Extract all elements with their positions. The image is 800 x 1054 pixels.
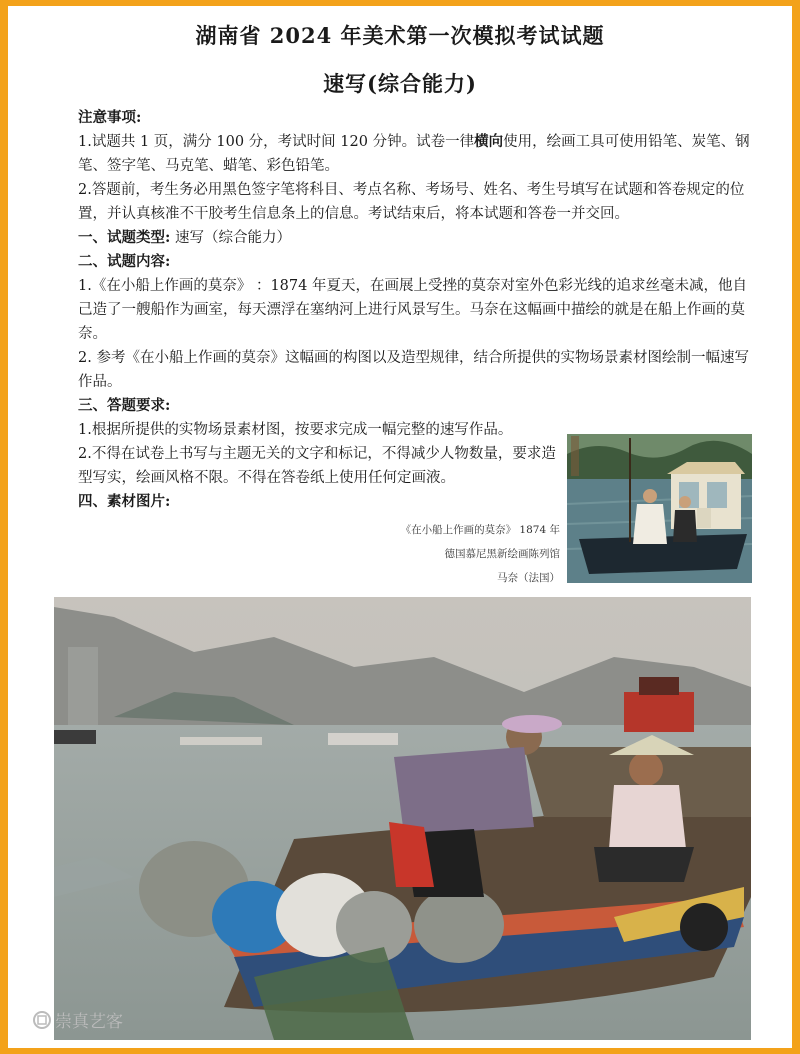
watermark-text: 崇真艺客 <box>55 1012 123 1032</box>
section-2-heading: 二、试题内容: <box>78 253 171 270</box>
exam-title: 湖南省 2024 年美术第一次模拟考试试题 <box>195 23 605 48</box>
manet-painting-image <box>567 434 752 583</box>
section-1-heading: 一、试题类型: <box>78 229 171 246</box>
notes-item-2: 2.答题前，考生务必用黑色签字笔将科目、考点名称、考场号、姓名、考生号填写在试题和答卷规定的位置，并认真核准不干胶考生信息条上的信息。考试结束后，将本试题和答卷一并交回。 <box>78 182 745 222</box>
reference-photo-fishing-boat <box>54 597 751 1040</box>
painting-caption-line-2: 德国慕尼黑新绘画陈列馆 <box>444 548 560 560</box>
watermark-logo-icon <box>32 1010 52 1035</box>
watermark <box>32 1007 123 1035</box>
section-3-item-1: 1.根据所提供的实物场景素材图，按要求完成一幅完整的速写作品。 <box>78 422 513 438</box>
exam-sheet <box>8 6 792 1048</box>
section-4-heading: 四、素材图片: <box>78 493 171 510</box>
painting-caption-line-1: 《在小船上作画的莫奈》 1874 年 <box>400 524 560 536</box>
painting-caption-line-3: 马奈（法国） <box>497 572 560 584</box>
section-2-item-1: 1.《在小船上作画的莫奈》 ：1874 年夏天，在画展上受挫的莫奈对室外色彩光线的追求丝毫未减，他自己造了一艘船作为画室，每天漂浮在塞纳河上进行风景写生。马奈在这幅画中描绘的就是在船上作画的莫奈。 <box>78 278 747 342</box>
notes-item-1 <box>78 130 758 178</box>
exam-subtitle: 速写(综合能力) <box>323 71 477 96</box>
section-2-item-2: 2. 参考《在小船上作画的莫奈》这幅画的构图以及造型规律，结合所提供的实物场景素材图绘制一幅速写作品。 <box>78 350 749 390</box>
notes-heading: 注意事项: <box>78 109 142 126</box>
section-3-item-2: 2.不得在试卷上书写与主题无关的文字和标记，不得减少人物数量，要求造型写实，绘画风格不限。不得在答卷纸上使用任何定画液。 <box>78 446 556 486</box>
notes-item-1-post: 使用，绘画工具可使用铅笔、炭笔、钢笔、签字笔、马克笔、蜡笔、彩色铅笔。 <box>78 134 750 174</box>
notes-item-1-bold: 横向 <box>474 133 504 150</box>
section-1 <box>78 226 758 250</box>
section-3-heading: 三、答题要求: <box>78 397 171 414</box>
notes-item-1-pre: 1.试题共 1 页，满分 100 分，考试时间 120 分钟。试卷一律 <box>78 134 475 150</box>
painting-caption <box>380 518 560 590</box>
section-1-value: 速写（综合能力） <box>174 230 291 246</box>
